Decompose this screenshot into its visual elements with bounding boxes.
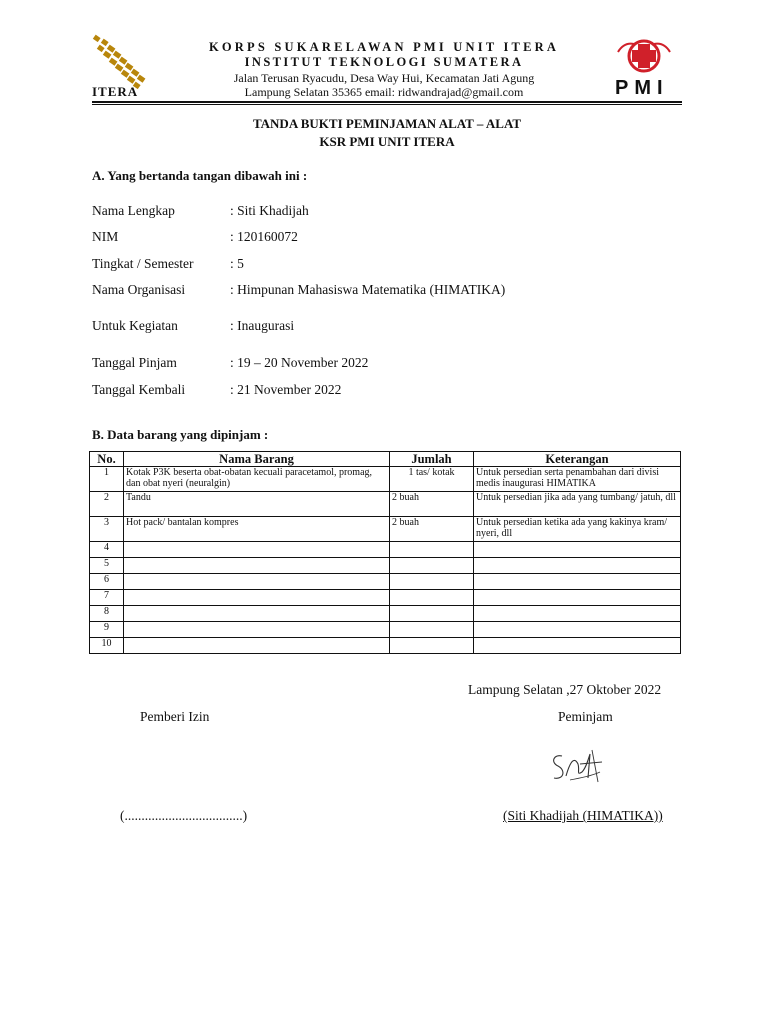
field-value: : 5: [230, 256, 244, 271]
cell-note: [474, 558, 681, 574]
cell-note: Untuk persedian jika ada yang tumbang/ jatuh, dll: [474, 492, 681, 517]
cell-no: 7: [90, 590, 124, 606]
cell-qty: [390, 558, 474, 574]
table-row: [90, 467, 681, 492]
cell-qty: 2 buah: [390, 517, 474, 542]
table-row: [90, 558, 681, 574]
cell-qty: [390, 574, 474, 590]
field-value: : 19 – 20 November 2022: [230, 355, 369, 370]
column-header-no: No.: [90, 452, 124, 467]
cell-no: 8: [90, 606, 124, 622]
pmi-emblem-icon: [612, 38, 676, 78]
document-title: TANDA BUKTI PEMINJAMAN ALAT – ALAT: [252, 116, 522, 131]
header-rule-thick: [92, 101, 682, 103]
cell-note: Untuk persedian ketika ada yang kakinya kram/ nyeri, dll: [474, 517, 681, 542]
table-row: [90, 574, 681, 590]
section-b-heading: B. Data barang yang dipinjam :: [92, 427, 269, 442]
field-label: Untuk Kegiatan: [92, 318, 178, 333]
cell-note: [474, 574, 681, 590]
table-row: [90, 638, 681, 654]
field-label: Nama Organisasi: [92, 282, 186, 297]
cell-item: [124, 622, 390, 638]
cell-qty: 2 buah: [390, 492, 474, 517]
cell-note: [474, 542, 681, 558]
document-subtitle: KSR PMI UNIT ITERA: [319, 134, 455, 149]
cell-note: [474, 590, 681, 606]
cell-no: 9: [90, 622, 124, 638]
cell-item: [124, 590, 390, 606]
table-row: [90, 606, 681, 622]
cell-item: Kotak P3K beserta obat-obatan kecuali paracetamol, promag, dan obat nyeri (neuralgin): [124, 467, 390, 492]
cell-qty: [390, 622, 474, 638]
field-label: NIM: [92, 229, 119, 244]
address-line-1: Jalan Terusan Ryacudu, Desa Way Hui, Kecamatan Jati Agung: [233, 71, 535, 85]
cell-item: [124, 542, 390, 558]
address-line-2: Lampung Selatan 35365 email: ridwandrajad@gmail.com: [244, 85, 524, 99]
field-value: : Inaugurasi: [230, 318, 295, 333]
field-label: Tingkat / Semester: [92, 256, 194, 271]
cell-note: [474, 622, 681, 638]
org-name: KORPS SUKARELAWAN PMI UNIT ITERA: [208, 40, 560, 54]
cell-note: [474, 606, 681, 622]
cell-item: Hot pack/ bantalan kompres: [124, 517, 390, 542]
pmi-logo-text: PMI: [615, 77, 669, 99]
cell-no: 1: [90, 467, 124, 492]
cell-note: Untuk persedian serta penambahan dari divisi medis inaugurasi HIMATIKA: [474, 467, 681, 492]
field-value: : 120160072: [230, 229, 298, 244]
table-row: [90, 542, 681, 558]
cell-no: 6: [90, 574, 124, 590]
institution-name: INSTITUT TEKNOLOGI SUMATERA: [244, 55, 524, 69]
itera-emblem-icon: [88, 32, 158, 92]
place-date: Lampung Selatan ,27 Oktober 2022: [468, 682, 662, 697]
header-rule-thin: [92, 104, 682, 105]
field-value: : 21 November 2022: [230, 382, 342, 397]
cell-no: 4: [90, 542, 124, 558]
giver-label: Pemberi Izin: [140, 709, 210, 724]
cell-qty: [390, 606, 474, 622]
giver-name-line: (...................................): [120, 808, 248, 823]
cell-no: 3: [90, 517, 124, 542]
cell-no: 10: [90, 638, 124, 654]
field-label: Nama Lengkap: [92, 203, 175, 218]
cell-item: [124, 606, 390, 622]
table-row: [90, 492, 681, 517]
cell-item: [124, 638, 390, 654]
cell-qty: 1 tas/ kotak: [390, 467, 474, 492]
table-row: [90, 622, 681, 638]
section-a-heading: A. Yang bertanda tangan dibawah ini :: [92, 168, 308, 183]
signature-scribble-icon: [540, 742, 610, 788]
column-header-nama-barang: Nama Barang: [124, 452, 390, 467]
borrower-signature: [540, 742, 610, 788]
cell-qty: [390, 638, 474, 654]
items-table: [89, 451, 681, 654]
borrower-name: (Siti Khadijah (HIMATIKA)): [503, 808, 663, 823]
cell-note: [474, 638, 681, 654]
field-value: : Siti Khadijah: [230, 203, 309, 218]
borrower-label: Peminjam: [558, 709, 613, 724]
cell-item: [124, 574, 390, 590]
table-header-row: [90, 452, 681, 467]
itera-logo-text: ITERA: [92, 84, 139, 99]
field-value: : Himpunan Mahasiswa Matematika (HIMATIKA): [230, 282, 506, 297]
cell-item: Tandu: [124, 492, 390, 517]
cell-qty: [390, 590, 474, 606]
table-row: [90, 517, 681, 542]
cell-no: 2: [90, 492, 124, 517]
column-header-jumlah: Jumlah: [390, 452, 474, 467]
field-label: Tanggal Kembali: [92, 382, 186, 397]
column-header-keterangan: Keterangan: [474, 452, 681, 467]
field-label: Tanggal Pinjam: [92, 355, 177, 370]
table-row: [90, 590, 681, 606]
cell-item: [124, 558, 390, 574]
cell-no: 5: [90, 558, 124, 574]
cell-qty: [390, 542, 474, 558]
